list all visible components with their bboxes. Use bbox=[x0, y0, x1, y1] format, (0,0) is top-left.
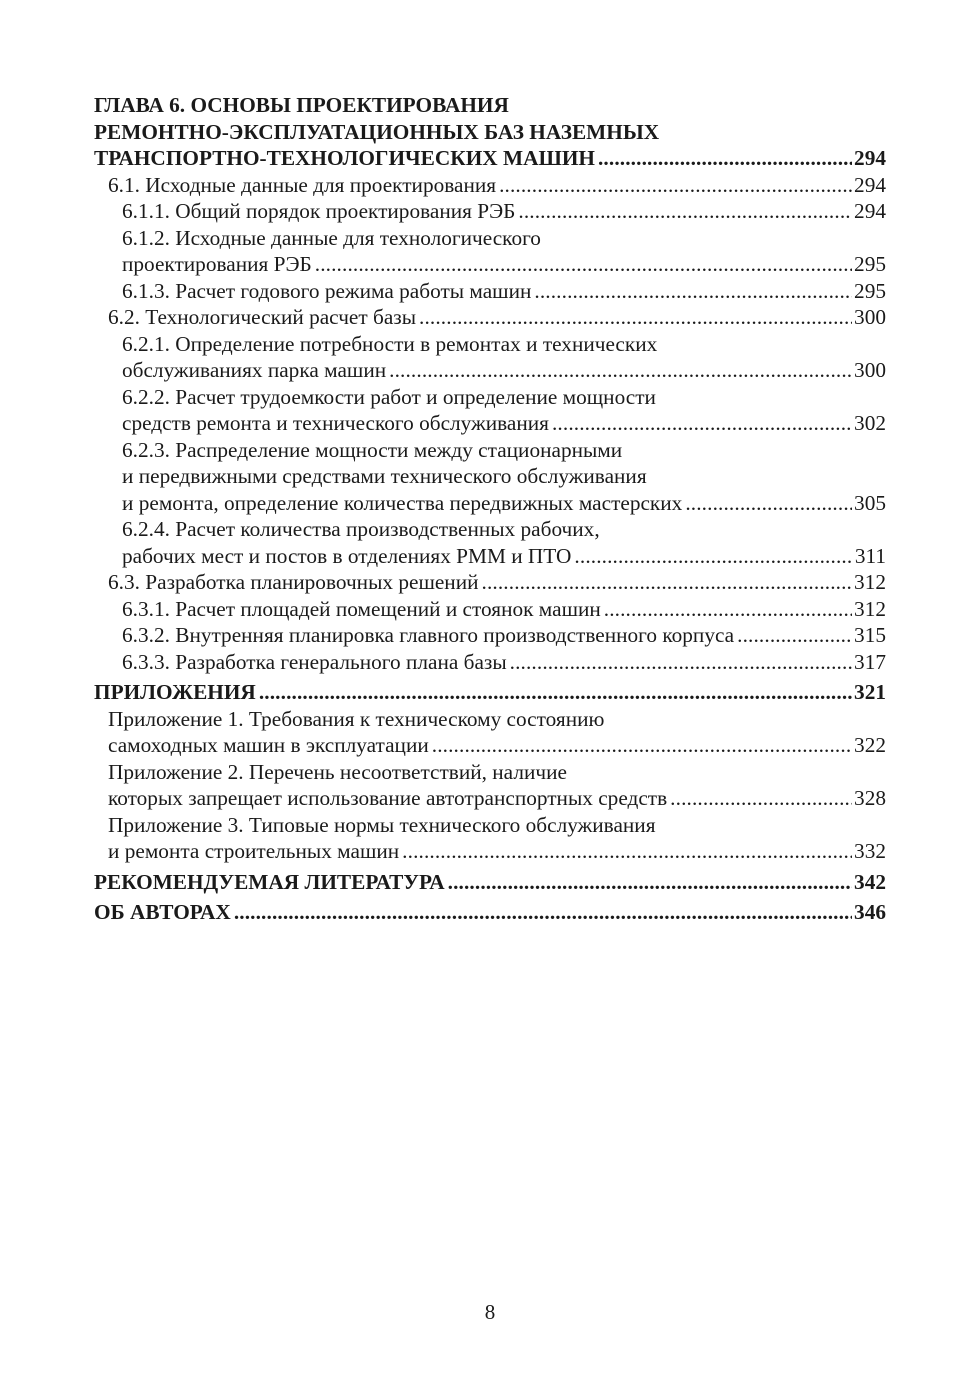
dot-leader bbox=[259, 679, 852, 706]
toc-page-number: 300 bbox=[854, 305, 886, 329]
toc-entry-6-1[interactable] bbox=[94, 172, 886, 199]
toc-entry-6-1-3[interactable] bbox=[94, 278, 886, 305]
table-of-contents bbox=[94, 92, 886, 926]
toc-entry-6-1-1[interactable] bbox=[94, 198, 886, 225]
toc-entry-literature[interactable] bbox=[94, 869, 886, 896]
dot-leader bbox=[482, 569, 853, 596]
toc-page-number: 342 bbox=[854, 869, 886, 894]
toc-entry-6-2-4[interactable] bbox=[94, 516, 886, 569]
toc-entry-appendix-2[interactable] bbox=[94, 759, 886, 812]
dot-leader bbox=[432, 732, 852, 759]
toc-entry-title: ТРАНСПОРТНО-ТЕХНОЛОГИЧЕСКИХ МАШИН bbox=[94, 146, 595, 170]
dot-leader bbox=[448, 869, 852, 896]
toc-entry-title: самоходных машин в эксплуатации bbox=[108, 733, 429, 757]
toc-entry-appendix-1[interactable] bbox=[94, 706, 886, 759]
dot-leader bbox=[574, 543, 852, 570]
toc-entry-title: РЕКОМЕНДУЕМАЯ ЛИТЕРАТУРА bbox=[94, 869, 445, 894]
toc-entry-title: проектирования РЭБ bbox=[122, 252, 312, 276]
toc-entry-title: и ремонта, определение количества передвижных мастерских bbox=[122, 490, 683, 515]
toc-entry-title: ПРИЛОЖЕНИЯ bbox=[94, 680, 256, 704]
toc-page-number: 346 bbox=[854, 900, 886, 924]
toc-entry-title: 6.3. Разработка планировочных решений bbox=[108, 570, 479, 594]
toc-page-number: 315 bbox=[854, 623, 886, 647]
toc-entry-title: ОБ АВТОРАХ bbox=[94, 900, 231, 924]
toc-entry-title: Приложение 3. Типовые нормы технического обслуживания bbox=[108, 812, 656, 837]
toc-page-number: 311 bbox=[854, 543, 886, 568]
toc-entry-title: рабочих мест и постов в отделениях РММ и ПТО bbox=[122, 543, 572, 568]
toc-entry-title: 6.2.1. Определение потребности в ремонтах и технических bbox=[122, 331, 658, 356]
dot-leader bbox=[499, 172, 852, 199]
toc-entry-title: которых запрещает использование автотранспортных средств bbox=[108, 786, 668, 810]
toc-entry-title: 6.3.2. Внутренняя планировка главного производственного корпуса bbox=[122, 623, 735, 647]
toc-entry-title: Приложение 1. Требования к техническому состоянию bbox=[108, 706, 605, 731]
toc-entry-title: обслуживаниях парка машин bbox=[122, 358, 387, 382]
toc-entry-title: 6.3.3. Разработка генерального плана базы bbox=[122, 649, 507, 674]
toc-entry-chapter-6[interactable] bbox=[94, 92, 886, 172]
toc-entry-title: 6.1.3. Расчет годового режима работы машин bbox=[122, 278, 532, 303]
toc-entry-authors[interactable] bbox=[94, 899, 886, 926]
toc-entry-6-3-1[interactable] bbox=[94, 596, 886, 623]
dot-leader bbox=[552, 410, 852, 437]
toc-page-number: 312 bbox=[854, 596, 886, 621]
dot-leader bbox=[402, 838, 852, 865]
toc-page-number: 317 bbox=[854, 649, 886, 674]
dot-leader bbox=[389, 357, 852, 384]
dot-leader bbox=[670, 785, 852, 812]
toc-page-number: 295 bbox=[854, 278, 886, 303]
toc-entry-title: РЕМОНТНО-ЭКСПЛУАТАЦИОННЫХ БАЗ НАЗЕМНЫХ bbox=[94, 119, 660, 144]
dot-leader bbox=[419, 304, 852, 331]
toc-entry-6-2[interactable] bbox=[94, 304, 886, 331]
toc-page-number: 302 bbox=[854, 411, 886, 435]
toc-entry-appendix-3[interactable] bbox=[94, 812, 886, 865]
toc-entry-title: 6.2.4. Расчет количества производственных рабочих, bbox=[122, 517, 600, 541]
toc-entry-6-1-2[interactable] bbox=[94, 225, 886, 278]
toc-page-number: 300 bbox=[854, 358, 886, 382]
toc-entry-6-2-2[interactable] bbox=[94, 384, 886, 437]
toc-entry-title: и ремонта строительных машин bbox=[108, 839, 400, 863]
toc-entry-title: ГЛАВА 6. ОСНОВЫ ПРОЕКТИРОВАНИЯ bbox=[94, 93, 509, 117]
dot-leader bbox=[534, 278, 852, 305]
toc-page-number: 322 bbox=[854, 733, 886, 757]
page-number: 8 bbox=[484, 1300, 496, 1324]
dot-leader bbox=[685, 490, 852, 517]
toc-entry-6-3-2[interactable] bbox=[94, 622, 886, 649]
toc-entry-title: 6.1.2. Исходные данные для технологического bbox=[122, 225, 541, 250]
dot-leader bbox=[737, 622, 852, 649]
dot-leader bbox=[315, 251, 852, 278]
toc-page-number: 321 bbox=[854, 680, 886, 704]
toc-page-number: 295 bbox=[854, 252, 886, 276]
toc-entry-title: 6.2.2. Расчет трудоемкости работ и определение мощности bbox=[122, 384, 656, 409]
toc-entry-6-2-1[interactable] bbox=[94, 331, 886, 384]
toc-entry-6-3-3[interactable] bbox=[94, 649, 886, 676]
toc-entry-title: 6.2.3. Распределение мощности между стационарными bbox=[122, 437, 623, 462]
toc-entry-title: 6.2. Технологический расчет базы bbox=[108, 305, 417, 329]
toc-page-number: 294 bbox=[854, 146, 886, 170]
dot-leader bbox=[598, 145, 852, 172]
toc-page-number: 332 bbox=[854, 839, 886, 863]
toc-entry-title: 6.3.1. Расчет площадей помещений и стоянок машин bbox=[122, 596, 601, 621]
toc-entry-title: 6.1. Исходные данные для проектирования bbox=[108, 172, 497, 197]
toc-entry-appendices[interactable] bbox=[94, 679, 886, 706]
toc-entry-title: средств ремонта и технического обслуживания bbox=[122, 411, 549, 435]
dot-leader bbox=[604, 596, 852, 623]
dot-leader bbox=[510, 649, 852, 676]
toc-entry-title: и передвижными средствами технического обслуживания bbox=[122, 464, 647, 488]
dot-leader bbox=[518, 198, 852, 225]
toc-entry-6-2-3[interactable] bbox=[94, 437, 886, 517]
toc-page-number: 328 bbox=[854, 786, 886, 810]
toc-page-number: 312 bbox=[854, 570, 886, 594]
toc-page-number: 294 bbox=[854, 199, 886, 223]
toc-entry-6-3[interactable] bbox=[94, 569, 886, 596]
toc-page-number: 305 bbox=[854, 490, 886, 515]
toc-page-number: 294 bbox=[854, 172, 886, 197]
dot-leader bbox=[234, 899, 852, 926]
toc-entry-title: Приложение 2. Перечень несоответствий, наличие bbox=[108, 759, 567, 784]
toc-entry-title: 6.1.1. Общий порядок проектирования РЭБ bbox=[122, 199, 516, 223]
